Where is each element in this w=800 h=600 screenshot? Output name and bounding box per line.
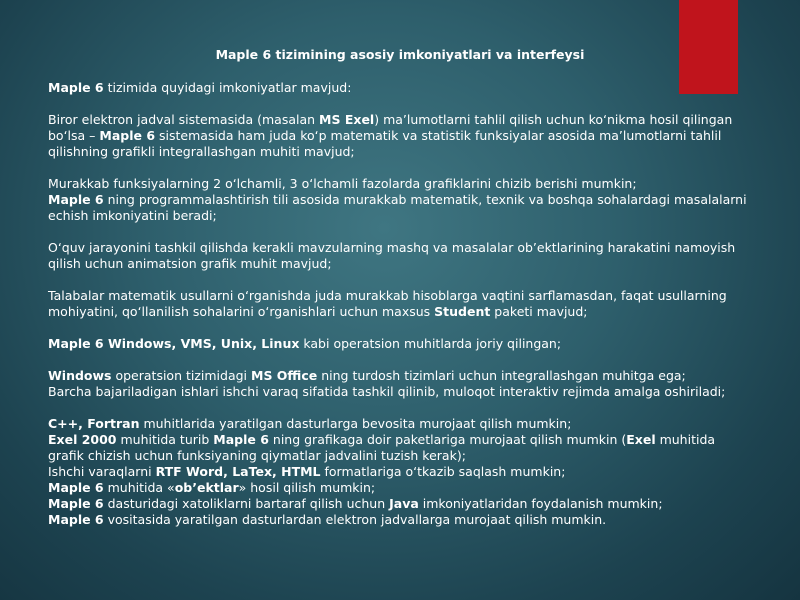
text-bold: Windows xyxy=(48,368,112,383)
paragraph-student xyxy=(48,288,753,320)
text-bold: C++, Fortran xyxy=(48,416,140,431)
paragraph-cpp-fortran xyxy=(48,416,753,432)
text: O‘quv jarayonini tashkil qilishda kerakli mavzularning mashq va masalalar ob’ektlarining harakatini namoyish qilish uchun animatsion grafik muhit mavjud; xyxy=(48,240,736,271)
text-bold: Maple 6 xyxy=(48,480,104,495)
text: formatlariga o‘tkazib saqlash mumkin; xyxy=(320,464,566,479)
text: Talabalar matematik usullarni o‘rganishda juda murakkab hisoblarga vaqtini sarflamasdan, faqat usullarning mohiyatini, qo‘llanilish sohalarini o‘rganishlari uchun maxsus xyxy=(48,288,727,319)
text-bold: Student xyxy=(434,304,491,319)
text-bold: ob’ektlar xyxy=(174,480,239,495)
text-bold: Maple 6 xyxy=(99,128,156,143)
text: muhitida turib xyxy=(116,432,214,447)
text-bold: Exel xyxy=(626,432,656,447)
text: vositasida yaratilgan dasturlardan elektron jadvallarga murojaat qilish mumkin. xyxy=(103,512,607,527)
text-bold: RTF Word, LaTex, HTML xyxy=(155,464,321,479)
text: Biror elektron jadval sistemasida (masalan xyxy=(48,112,320,127)
paragraph-platforms xyxy=(48,336,753,352)
text-bold: Maple 6 Windows, VMS, Unix, Linux xyxy=(48,336,300,351)
text: paketi mavjud; xyxy=(490,304,588,319)
text: » hosil qilish mumkin; xyxy=(238,480,376,495)
text: ) ma’lumotlarni tahlil qilish uchun ko‘nikma hosil qilingan bo‘lsa – xyxy=(48,112,733,143)
text: sistemasida ham juda ko‘p matematik va statistik funksiyalar asosida ma’lumotlarni tahlil qilishning grafikli integrallashgan muhiti mavjud; xyxy=(48,128,722,159)
text: Ishchi varaqlarni xyxy=(48,464,156,479)
text-bold: MS Office xyxy=(251,368,318,383)
text: kabi operatsion muhitlarda joriy qilingan; xyxy=(299,336,562,351)
text: tizimida quyidagi imkoniyatlar mavjud: xyxy=(103,80,352,95)
text: operatsion tizimidagi xyxy=(111,368,252,383)
text-bold: Maple 6 xyxy=(213,432,269,447)
text: muhitida grafik chizish uchun funksiyaning qiymatlar jadvalini tuzish kerak); xyxy=(48,432,716,463)
text-bold: Java xyxy=(389,496,419,511)
text: ning turdosh tizimlari uchun integrallashgan muhitga ega; xyxy=(317,368,686,383)
paragraph-windows xyxy=(48,368,753,384)
text: imkoniyatlaridan foydalanish mumkin; xyxy=(418,496,663,511)
paragraph-spreadsheets-access xyxy=(48,512,753,528)
paragraph-java xyxy=(48,496,753,512)
text: dasturidagi xatoliklarni bartaraf qilish uchun xyxy=(103,496,390,511)
text: muhitlarida yaratilgan dasturlarga bevosita murojaat qilish mumkin; xyxy=(139,416,572,431)
text-bold: Maple 6 xyxy=(48,192,104,207)
slide-body xyxy=(48,80,753,528)
text: Barcha bajariladigan ishlari ishchi varaq sifatida tashkil qilinib, muloqot interaktiv rejimda amalga oshiriladi; xyxy=(48,384,726,399)
paragraph-programming xyxy=(48,192,753,224)
text-bold: Maple 6 xyxy=(48,80,104,95)
paragraph-animation xyxy=(48,240,753,272)
text: ning grafikaga doir paketlariga murojaat qilish mumkin ( xyxy=(268,432,627,447)
text-bold: Maple 6 xyxy=(48,512,104,527)
paragraph-objects xyxy=(48,480,753,496)
text: ning programmalashtirish tili asosida murakkab matematik, texnik va boshqa sohalardagi masalalarni echish imkoniyatini beradi; xyxy=(48,192,747,223)
paragraph-intro xyxy=(48,80,753,96)
paragraph-spreadsheet xyxy=(48,112,753,160)
paragraph-worksheet xyxy=(48,384,753,400)
text-bold: Exel 2000 xyxy=(48,432,117,447)
text-bold: Maple 6 xyxy=(48,496,104,511)
text-bold: MS Exel xyxy=(319,112,375,127)
slide-title: Maple 6 tizimining asosiy imkoniyatlari va interfeysi xyxy=(215,47,585,62)
text: Murakkab funksiyalarning 2 o‘lchamli, 3 o‘lchamli fazolarda grafiklarini chizib berishi mumkin; xyxy=(48,176,637,191)
paragraph-formats xyxy=(48,464,753,480)
paragraph-graphs xyxy=(48,176,753,192)
paragraph-exel xyxy=(48,432,753,464)
text: muhitida « xyxy=(103,480,175,495)
